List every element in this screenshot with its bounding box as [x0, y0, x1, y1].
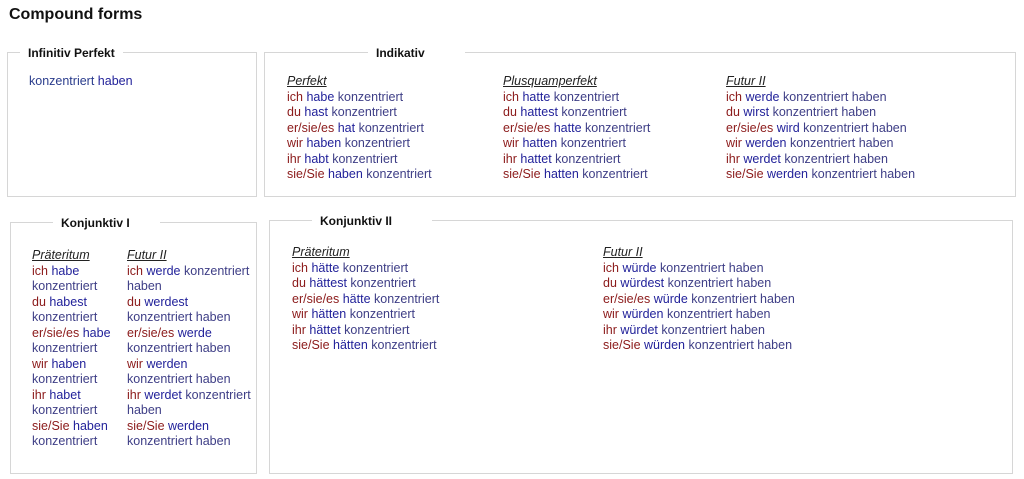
participle: konzentriert [344, 136, 411, 150]
conjugation-row [726, 90, 915, 106]
conjugation-row [603, 276, 795, 292]
auxiliary-verb: hatte [522, 89, 551, 104]
infinitiv-perfekt-box [7, 46, 257, 197]
pronoun: du [503, 105, 517, 119]
conjugation-row [287, 121, 432, 137]
participle: konzentriert haben [660, 260, 764, 275]
auxiliary-verb: werden [168, 418, 210, 433]
pronoun: du [287, 105, 301, 119]
conjugation-row [503, 167, 650, 183]
pronoun: du [32, 294, 46, 309]
participle: konzentriert [582, 167, 648, 181]
participle: konzentriert haben [127, 372, 231, 386]
conjugation-row [287, 105, 432, 121]
conjugation-row [32, 295, 124, 326]
participle: konzentriert [32, 341, 98, 355]
auxiliary-verb: werden [146, 356, 188, 371]
auxiliary-verb: haben [51, 356, 87, 371]
pronoun: ihr [127, 387, 141, 402]
conjugation-row [127, 264, 251, 295]
conjugation-row [292, 338, 439, 354]
pronoun: sie/Sie [603, 338, 641, 352]
participle: konzentriert [560, 136, 627, 150]
participle: konzentriert [344, 322, 410, 337]
indikativ-box [264, 46, 1016, 197]
participle: konzentriert [349, 307, 416, 321]
auxiliary-verb: hätte [311, 260, 340, 275]
pronoun: er/sie/es [603, 291, 651, 306]
conjugation-row [603, 292, 795, 308]
pronoun: sie/Sie [287, 167, 325, 181]
indikativ-legend: Indikativ [368, 46, 465, 60]
pronoun: wir [292, 307, 308, 321]
indikativ-col-1 [503, 74, 650, 183]
auxiliary-verb: hattet [520, 151, 552, 166]
conjugation-row [503, 152, 650, 168]
participle: konzentriert haben [667, 276, 772, 290]
auxiliary-verb: hättet [309, 322, 341, 337]
participle: konzentriert haben [772, 105, 877, 119]
infinitiv-perfekt-legend: Infinitiv Perfekt [20, 46, 123, 60]
conjugation-row [292, 307, 439, 323]
participle: konzentriert haben [691, 291, 795, 306]
conjugation-row [32, 419, 124, 450]
conjugation-row [603, 307, 795, 323]
auxiliary-verb: haben [306, 136, 342, 150]
pronoun: sie/Sie [503, 167, 541, 181]
pronoun: ich [503, 89, 519, 104]
conjugation-row [127, 419, 251, 450]
auxiliary-verb: wirst [743, 105, 770, 119]
tense-header: Futur II [127, 248, 167, 262]
auxiliary-verb: habest [49, 294, 87, 309]
auxiliary-verb: hätten [311, 307, 347, 321]
auxiliary-verb: haben [328, 167, 363, 181]
participle: konzentriert haben [803, 120, 907, 135]
participle: konzentriert [555, 151, 621, 166]
auxiliary-verb: hatten [522, 136, 558, 150]
participle: konzentriert [374, 291, 440, 306]
conjugation-row [503, 136, 650, 152]
participle: konzentriert haben [127, 434, 231, 448]
conjugation-row [127, 388, 251, 419]
conjugation-row [292, 323, 439, 339]
tense-header: Futur II [603, 245, 643, 259]
pronoun: er/sie/es [726, 120, 774, 135]
auxiliary-verb: habe [82, 325, 111, 340]
conjugation-row [292, 276, 439, 292]
participle: konzentriert haben [783, 89, 887, 104]
pronoun: ihr [292, 322, 306, 337]
pronoun: wir [726, 136, 742, 150]
conjugation-row [503, 121, 650, 137]
konjunktiv-2-col-0 [292, 245, 439, 354]
infinitiv-participle: konzentriert [29, 74, 95, 88]
participle: konzentriert [553, 89, 620, 104]
page-title: Compound forms [9, 6, 143, 23]
pronoun: du [292, 276, 306, 290]
tense-header: Präteritum [292, 245, 350, 259]
conjugation-row [127, 326, 251, 357]
auxiliary-verb: werde [177, 325, 212, 340]
pronoun: sie/Sie [726, 167, 764, 181]
conjugation-row [32, 388, 124, 419]
participle: konzentriert [32, 372, 98, 386]
conjugation-row [726, 121, 915, 137]
tense-header: Perfekt [287, 74, 327, 88]
conjugation-row [287, 167, 432, 183]
participle: konzentriert [342, 260, 409, 275]
participle: konzentriert [358, 120, 424, 135]
auxiliary-verb: habt [304, 151, 329, 166]
participle: konzentriert haben [127, 341, 231, 355]
pronoun: sie/Sie [292, 338, 330, 352]
participle: konzentriert [32, 310, 98, 324]
pronoun: sie/Sie [32, 418, 70, 433]
pronoun: er/sie/es [127, 325, 175, 340]
conjugation-row [726, 105, 915, 121]
pronoun: ihr [503, 151, 517, 166]
participle: konzentriert [350, 276, 416, 290]
pronoun: wir [127, 356, 143, 371]
participle: konzentriert haben [127, 387, 251, 417]
participle: konzentriert haben [784, 151, 888, 166]
pronoun: ich [292, 260, 308, 275]
participle: konzentriert [32, 434, 98, 448]
auxiliary-verb: würden [644, 338, 686, 352]
participle: konzentriert [332, 151, 398, 166]
participle: konzentriert haben [127, 263, 250, 293]
auxiliary-verb: hast [304, 105, 329, 119]
tense-header: Futur II [726, 74, 766, 88]
auxiliary-verb: werdet [144, 387, 182, 402]
conjugation-row [603, 261, 795, 277]
pronoun: ihr [32, 387, 46, 402]
infinitiv-perfekt-form [29, 74, 133, 90]
participle: konzentriert haben [666, 307, 771, 321]
auxiliary-verb: hatten [544, 167, 579, 181]
konjunktiv-1-box [10, 216, 257, 474]
participle: konzentriert haben [789, 136, 894, 150]
auxiliary-verb: habe [306, 89, 335, 104]
tense-header: Plusquamperfekt [503, 74, 597, 88]
conjugation-row [32, 264, 124, 295]
participle: konzentriert [32, 403, 98, 417]
pronoun: ich [603, 260, 619, 275]
pronoun: sie/Sie [127, 418, 165, 433]
pronoun: ihr [726, 151, 740, 166]
auxiliary-verb: habe [51, 263, 80, 278]
auxiliary-verb: hätten [333, 338, 368, 352]
conjugation-row [503, 105, 650, 121]
pronoun: du [726, 105, 740, 119]
conjugation-row [503, 90, 650, 106]
conjugation-row [726, 152, 915, 168]
pronoun: ich [287, 89, 303, 104]
conjugation-row [127, 357, 251, 388]
tense-header: Präteritum [32, 248, 90, 262]
auxiliary-verb: werden [745, 136, 787, 150]
konjunktiv-2-box [269, 214, 1013, 474]
auxiliary-verb: haben [73, 418, 108, 433]
participle: konzentriert [561, 105, 627, 119]
conjugation-row [287, 136, 432, 152]
pronoun: wir [503, 136, 519, 150]
konjunktiv-1-col-0 [32, 248, 124, 450]
conjugation-row [603, 323, 795, 339]
infinitiv-aux: haben [97, 74, 133, 88]
pronoun: er/sie/es [287, 120, 335, 135]
auxiliary-verb: wird [776, 120, 800, 135]
pronoun: ihr [287, 151, 301, 166]
indikativ-col-0 [287, 74, 432, 183]
auxiliary-verb: würde [622, 260, 657, 275]
conjugation-row [726, 167, 915, 183]
auxiliary-verb: hatte [553, 120, 582, 135]
konjunktiv-1-legend: Konjunktiv I [53, 216, 160, 230]
pronoun: ich [127, 263, 143, 278]
auxiliary-verb: hätte [342, 291, 371, 306]
conjugation-row [292, 261, 439, 277]
participle: konzentriert [32, 279, 98, 293]
auxiliary-verb: werdest [144, 294, 189, 309]
pronoun: er/sie/es [503, 120, 551, 135]
auxiliary-verb: werde [146, 263, 181, 278]
pronoun: er/sie/es [32, 325, 80, 340]
auxiliary-verb: würdest [620, 276, 665, 290]
conjugation-row [32, 357, 124, 388]
konjunktiv-2-legend: Konjunktiv II [312, 214, 432, 228]
conjugation-row [127, 295, 251, 326]
participle: konzentriert haben [688, 338, 793, 352]
pronoun: ich [32, 263, 48, 278]
pronoun: du [603, 276, 617, 290]
participle: konzentriert haben [811, 167, 916, 181]
conjugation-row [287, 90, 432, 106]
pronoun: er/sie/es [292, 291, 340, 306]
auxiliary-verb: hättest [309, 276, 347, 290]
konjunktiv-1-col-1 [127, 248, 251, 450]
auxiliary-verb: würde [653, 291, 688, 306]
indikativ-col-2 [726, 74, 915, 183]
participle: konzentriert [371, 338, 437, 352]
participle: konzentriert haben [127, 310, 231, 324]
auxiliary-verb: werdet [743, 151, 781, 166]
participle: konzentriert [331, 105, 397, 119]
auxiliary-verb: hattest [520, 105, 558, 119]
auxiliary-verb: hat [337, 120, 356, 135]
auxiliary-verb: werde [745, 89, 780, 104]
conjugation-row [287, 152, 432, 168]
pronoun: wir [32, 356, 48, 371]
conjugation-row [603, 338, 795, 354]
konjunktiv-2-col-1 [603, 245, 795, 354]
auxiliary-verb: würden [622, 307, 664, 321]
auxiliary-verb: werden [767, 167, 809, 181]
pronoun: ihr [603, 322, 617, 337]
participle: konzentriert [585, 120, 651, 135]
participle: konzentriert [366, 167, 432, 181]
pronoun: ich [726, 89, 742, 104]
conjugation-row [292, 292, 439, 308]
pronoun: du [127, 294, 141, 309]
conjugation-row [726, 136, 915, 152]
pronoun: wir [287, 136, 303, 150]
auxiliary-verb: habet [49, 387, 81, 402]
participle: konzentriert [337, 89, 404, 104]
conjugation-row [32, 326, 124, 357]
participle: konzentriert haben [661, 322, 765, 337]
pronoun: wir [603, 307, 619, 321]
auxiliary-verb: würdet [620, 322, 658, 337]
